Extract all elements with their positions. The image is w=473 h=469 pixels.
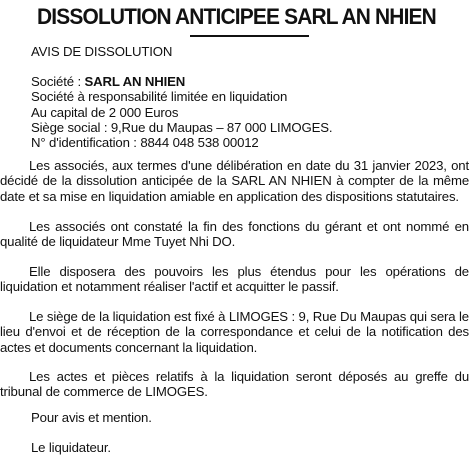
notice-title: DISSOLUTION ANTICIPEE SARL AN NHIEN [37, 4, 436, 29]
notice-heading: AVIS DE DISSOLUTION [31, 44, 173, 59]
company-capital: Au capital de 2 000 Euros [31, 104, 179, 120]
company-details [0, 74, 473, 150]
closing-mention: Pour avis et mention. [31, 410, 152, 425]
title-underline [190, 35, 309, 37]
company-name-line [31, 74, 473, 89]
signature: Le liquidateur. [31, 440, 111, 455]
company-label: Société : [31, 74, 85, 89]
company-identification: N° d'identification : 8844 048 538 00012 [31, 135, 259, 151]
paragraph-filing: Les actes et pièces relatifs à la liquidation seront déposés au greffe du tribunal de commerce de LIMOGES. [0, 369, 469, 400]
company-form: Société à responsabilité limitée en liquidation [31, 89, 288, 105]
paragraph-liquidator-appointment: Les associés ont constaté la fin des fonctions du gérant et ont nommé en qualité de liquidateur Mme Tuyet Nhi DO. [0, 219, 469, 250]
paragraph-liquidation-seat: Le siège de la liquidation est fixé à LIMOGES : 9, Rue Du Maupas qui sera le lieu d'envoi et de réception de la correspondance et celui de la notification des actes et documents concernant la liquidation. [0, 309, 469, 355]
company-registered-office: Siège social : 9,Rue du Maupas – 87 000 LIMOGES. [31, 119, 333, 135]
paragraph-powers: Elle disposera des pouvoirs les plus étendus pour les opérations de liquidation et notamment réaliser l'actif et acquitter le passif. [0, 264, 469, 295]
paragraph-resolution: Les associés, aux termes d'une délibération en date du 31 janvier 2023, ont décidé de la dissolution anticipée de la SARL AN NHIEN à compter de la même date et sa mise en liquidation amiable en application des dispositions statutaires. [0, 158, 469, 204]
company-name: SARL AN NHIEN [84, 74, 186, 89]
